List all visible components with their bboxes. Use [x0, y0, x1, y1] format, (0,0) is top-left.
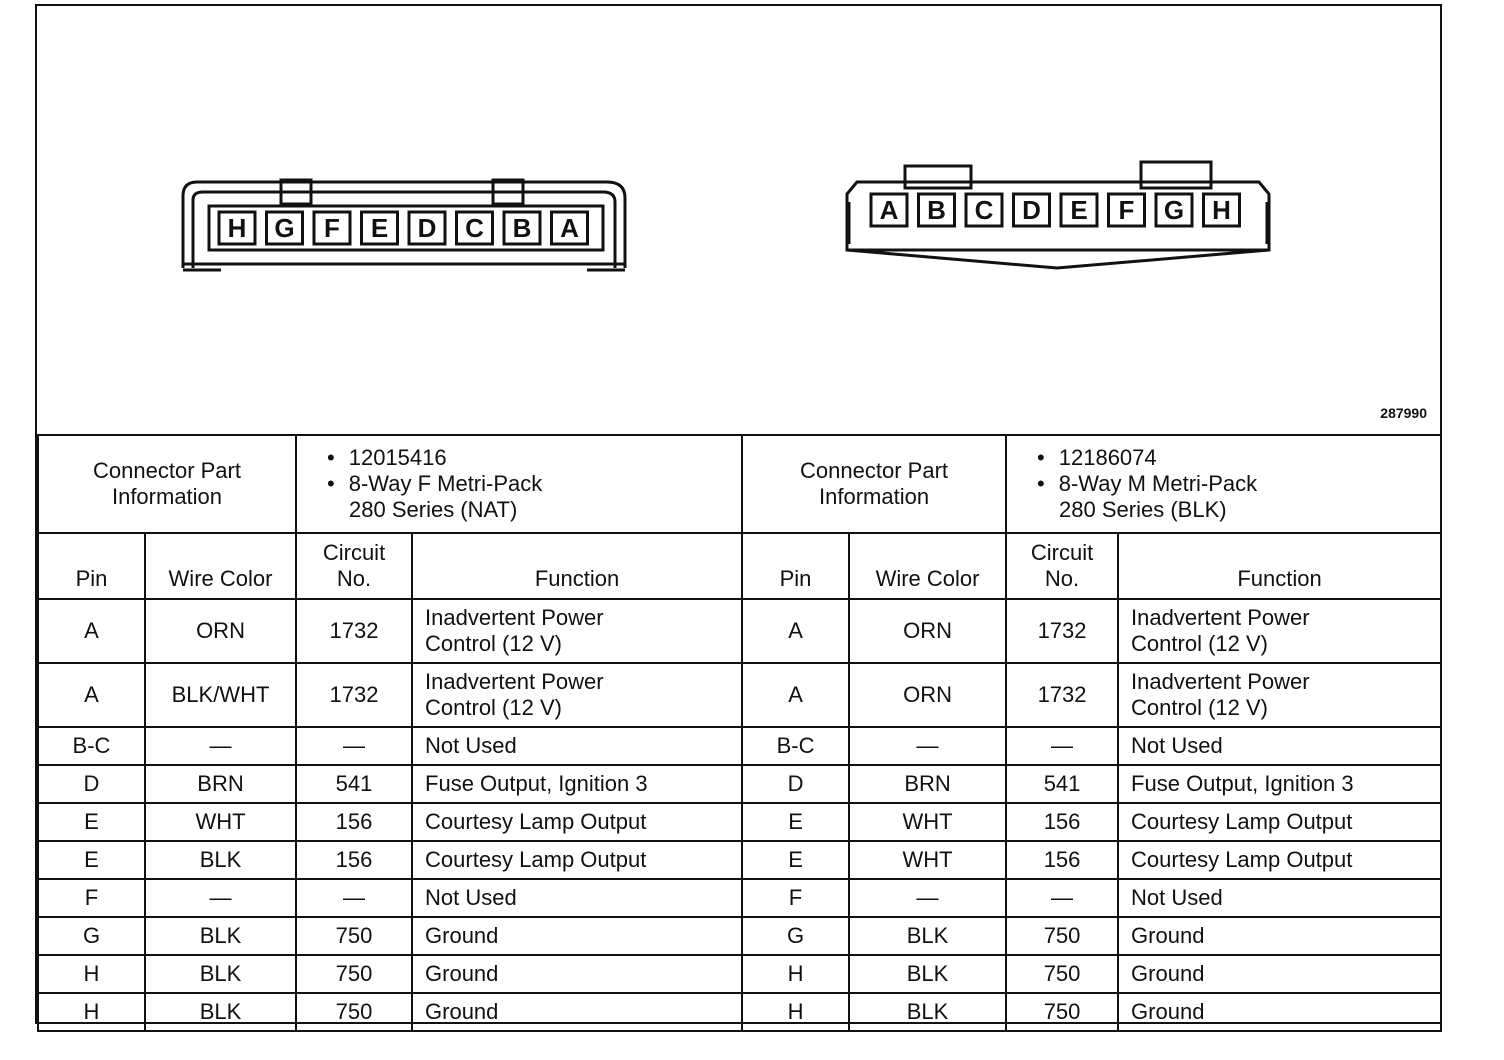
figure-id: 287990	[1380, 405, 1427, 421]
header-circuit-line2: No.	[336, 566, 372, 591]
wire-color-cell: —	[849, 727, 1006, 765]
function-cell	[412, 803, 742, 841]
right-pin-label: B	[927, 195, 946, 225]
circuit-cell: 1732	[296, 599, 412, 663]
function-cell	[1118, 879, 1441, 917]
pin-cell: F	[38, 879, 145, 917]
pin-cell: A	[742, 663, 849, 727]
function-cell	[1118, 663, 1441, 727]
left-pin-label: H	[227, 213, 247, 243]
function-line1: Inadvertent Power	[425, 605, 604, 630]
function-line1: Courtesy Lamp Output	[1131, 809, 1353, 834]
function-line2: Control (12 V)	[1131, 695, 1268, 720]
function-line1: Ground	[1131, 923, 1205, 948]
left-description-line2: 280 Series (NAT)	[349, 497, 518, 522]
wire-color-cell: BLK	[145, 955, 296, 993]
left-description-line1: • 8-Way F Metri-Pack	[327, 471, 737, 497]
pin-cell: E	[742, 803, 849, 841]
function-line2: Control (12 V)	[1131, 631, 1268, 656]
table-row	[38, 993, 1441, 1031]
pin-cell: H	[742, 955, 849, 993]
function-cell	[1118, 599, 1441, 663]
left-pin-label: F	[324, 213, 340, 243]
right-pin-label: A	[879, 195, 899, 225]
left-pin-label: A	[560, 213, 579, 243]
pin-cell: G	[38, 917, 145, 955]
circuit-cell: 1732	[296, 663, 412, 727]
header-wire-color: Wire Color	[849, 533, 1006, 599]
table-row	[38, 599, 1441, 663]
left-pin-label: G	[274, 213, 295, 243]
table-row	[38, 803, 1441, 841]
pin-cell: F	[742, 879, 849, 917]
table-row	[38, 727, 1441, 765]
circuit-cell: 156	[296, 841, 412, 879]
left-connector-housing	[183, 180, 625, 270]
right-description-line1: • 8-Way M Metri-Pack	[1037, 471, 1436, 497]
circuit-cell: 750	[296, 993, 412, 1031]
circuit-cell: 156	[296, 803, 412, 841]
function-line1: Fuse Output, Ignition 3	[425, 771, 648, 796]
table-row	[38, 841, 1441, 879]
function-line2: Control (12 V)	[425, 695, 562, 720]
table-row	[38, 917, 1441, 955]
table-row	[38, 955, 1441, 993]
wire-color-cell: ORN	[849, 663, 1006, 727]
wire-color-cell: BLK	[145, 917, 296, 955]
circuit-cell: —	[1006, 879, 1118, 917]
wire-color-cell: BLK	[849, 993, 1006, 1031]
pin-cell: E	[38, 841, 145, 879]
header-circuit	[1006, 533, 1118, 599]
wire-color-cell: —	[145, 727, 296, 765]
circuit-cell: 1732	[1006, 663, 1118, 727]
function-cell	[1118, 955, 1441, 993]
pinout-table	[37, 434, 1442, 1032]
function-line1: Not Used	[425, 733, 517, 758]
left-pin-label: C	[465, 213, 484, 243]
function-cell	[1118, 841, 1441, 879]
left-pin-label: D	[417, 213, 437, 243]
left-pin-label: E	[370, 213, 389, 243]
header-circuit-line2: No.	[1044, 566, 1080, 591]
function-line1: Courtesy Lamp Output	[425, 809, 647, 834]
wire-color-cell: BLK	[849, 917, 1006, 955]
circuit-cell: 750	[1006, 955, 1118, 993]
function-cell	[1118, 917, 1441, 955]
circuit-cell: 541	[1006, 765, 1118, 803]
table-row	[38, 879, 1441, 917]
right-connector-housing	[847, 162, 1269, 268]
function-cell	[412, 663, 742, 727]
connector-pinout-figure	[35, 4, 1442, 1024]
wire-color-cell: BLK	[145, 841, 296, 879]
pin-cell: B-C	[38, 727, 145, 765]
right-pin-label: H	[1212, 195, 1231, 225]
circuit-cell: 156	[1006, 803, 1118, 841]
right-pin-label: G	[1163, 195, 1185, 225]
header-pin: Pin	[38, 533, 145, 599]
pin-cell: H	[38, 955, 145, 993]
function-line1: Not Used	[1131, 885, 1223, 910]
function-line2: Control (12 V)	[425, 631, 562, 656]
circuit-cell: 750	[296, 955, 412, 993]
function-line1: Ground	[1131, 961, 1205, 986]
function-line1: Courtesy Lamp Output	[425, 847, 647, 872]
function-cell	[412, 993, 742, 1031]
pin-cell: E	[38, 803, 145, 841]
circuit-cell: —	[1006, 727, 1118, 765]
wire-color-cell: BRN	[849, 765, 1006, 803]
function-line1: Ground	[425, 961, 499, 986]
wire-color-cell: WHT	[145, 803, 296, 841]
function-cell	[412, 917, 742, 955]
right-pin-label: E	[1070, 195, 1088, 225]
function-cell	[412, 599, 742, 663]
circuit-cell: 541	[296, 765, 412, 803]
function-line1: Inadvertent Power	[1131, 669, 1310, 694]
wire-color-cell: BLK	[145, 993, 296, 1031]
circuit-cell: 750	[1006, 993, 1118, 1031]
pin-cell: G	[742, 917, 849, 955]
header-function: Function	[412, 533, 742, 599]
pin-cell: H	[38, 993, 145, 1031]
left-pin-label: B	[512, 213, 532, 243]
right-pin-label: C	[974, 195, 994, 225]
wire-color-cell: —	[849, 879, 1006, 917]
column-header-row	[38, 533, 1441, 599]
function-cell	[412, 841, 742, 879]
function-cell	[1118, 765, 1441, 803]
function-cell	[412, 765, 742, 803]
pin-cell: D	[38, 765, 145, 803]
function-cell	[412, 879, 742, 917]
pin-cell: H	[742, 993, 849, 1031]
right-part-info-label: Connector Part Information	[742, 435, 1006, 533]
circuit-cell: 750	[1006, 917, 1118, 955]
circuit-cell: 1732	[1006, 599, 1118, 663]
pin-cell: A	[38, 599, 145, 663]
pin-cell: D	[742, 765, 849, 803]
connector-info-row	[38, 435, 1441, 533]
table-row	[38, 765, 1441, 803]
right-part-info	[1006, 435, 1441, 533]
wire-color-cell: ORN	[145, 599, 296, 663]
function-line1: Courtesy Lamp Output	[1131, 847, 1353, 872]
function-line1: Ground	[425, 999, 499, 1024]
function-line1: Inadvertent Power	[1131, 605, 1310, 630]
right-part-number: • 12186074	[1037, 445, 1436, 471]
left-part-info	[296, 435, 742, 533]
header-circuit-line1: Circuit	[1030, 540, 1094, 565]
right-description-line2: 280 Series (BLK)	[1059, 497, 1227, 522]
function-line1: Not Used	[1131, 733, 1223, 758]
header-circuit-line1: Circuit	[322, 540, 386, 565]
right-pin-label: F	[1118, 195, 1135, 225]
function-line1: Ground	[425, 923, 499, 948]
function-line1: Inadvertent Power	[425, 669, 604, 694]
pin-cell: A	[742, 599, 849, 663]
right-pin-label: D	[1022, 195, 1041, 225]
pin-cell: E	[742, 841, 849, 879]
function-cell	[412, 727, 742, 765]
wire-color-cell: BRN	[145, 765, 296, 803]
header-function: Function	[1118, 533, 1441, 599]
circuit-cell: 156	[1006, 841, 1118, 879]
left-part-number: • 12015416	[327, 445, 737, 471]
function-line1: Fuse Output, Ignition 3	[1131, 771, 1354, 796]
wire-color-cell: BLK	[849, 955, 1006, 993]
function-line1: Not Used	[425, 885, 517, 910]
table-row	[38, 663, 1441, 727]
function-cell	[1118, 727, 1441, 765]
wire-color-cell: WHT	[849, 803, 1006, 841]
pin-cell: B-C	[742, 727, 849, 765]
function-line1: Ground	[1131, 999, 1205, 1024]
header-pin: Pin	[742, 533, 849, 599]
header-circuit	[296, 533, 412, 599]
pin-cell: A	[38, 663, 145, 727]
header-wire-color: Wire Color	[145, 533, 296, 599]
wire-color-cell: WHT	[849, 841, 1006, 879]
circuit-cell: 750	[296, 917, 412, 955]
function-cell	[1118, 803, 1441, 841]
left-part-info-label: Connector Part Information	[38, 435, 296, 533]
function-cell	[1118, 993, 1441, 1031]
wire-color-cell: ORN	[849, 599, 1006, 663]
connector-diagram	[37, 6, 1440, 434]
circuit-cell: —	[296, 879, 412, 917]
circuit-cell: —	[296, 727, 412, 765]
function-cell	[412, 955, 742, 993]
wire-color-cell: BLK/WHT	[145, 663, 296, 727]
wire-color-cell: —	[145, 879, 296, 917]
